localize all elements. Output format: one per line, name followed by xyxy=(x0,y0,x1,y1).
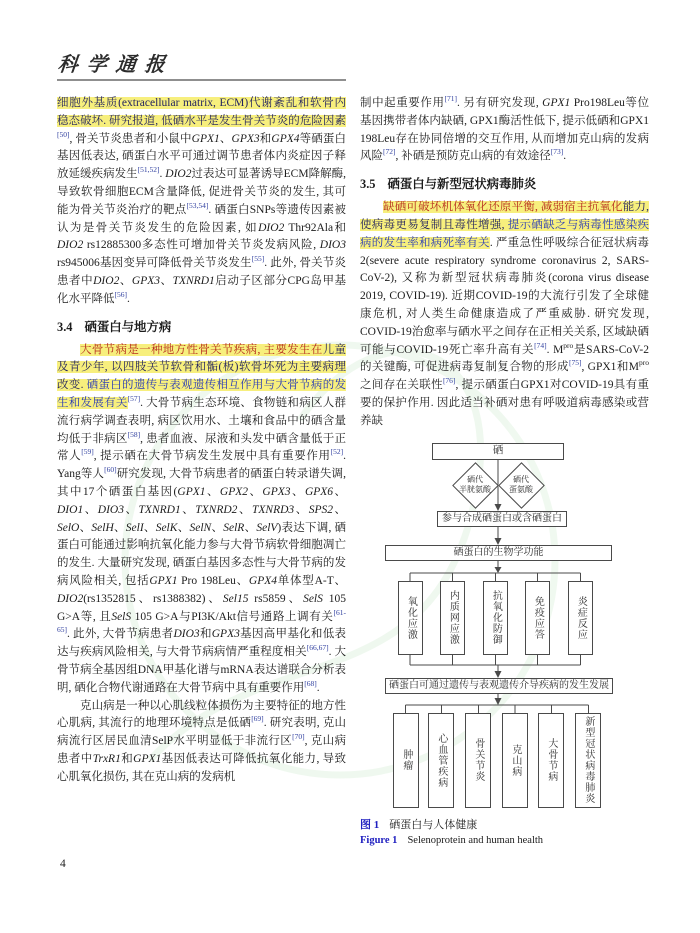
section-heading-3-4 xyxy=(57,319,346,335)
node-mediate: 硒蛋白可通过遗传与表观遗传介导疾病的发生发展 xyxy=(385,678,613,694)
paragraph-osteoarthritis: 细胞外基质(extracellular matrix, ECM)代谢紊乱和软骨内稳态破坏. 研究报道, 低硒水平是发生骨关节炎的危险因素[50], 骨关节炎患者和小鼠中GPX1、GPX3和GPX4等硒蛋白基因低表达, 硒蛋白水平可通过调节患者体内炎症因子释放延缓疾病发生[51,52]. DIO2过表达可显著诱导ECM降解酶, 导致软骨细胞ECM含量降低, 促进骨关节炎的发生, 其可能为骨关节炎治疗的靶点[53,54]. 硒蛋白SNPs等遗传因素被认为是骨关节炎发生的危险因素, 如DIO2 Thr92Ala和DIO2 rs12885300多态性可增加骨关节炎发病风险, DIO3 rs945006基因变异可降低骨关节炎发生[55]. 此外, 骨关节炎患者中DIO2、GPX3、TXNRD1启动子区部分CPG岛甲基化水平降低[56]. xyxy=(57,97,347,305)
node-selenocysteine: 硒代 半胱氨酸 xyxy=(452,462,498,508)
paragraph-covid: 缺硒可破坏机体氧化还原平衡, 减弱宿主抗氧化能力, 使病毒更易复制且毒性增强, 提示硒缺乏与病毒性感染疾病的发生率和病死率有关. 严重急性呼吸综合征冠状病毒2(severe acute respiratory syndrome coronavirus 2, SARS-CoV-2), 又称为新型冠状病毒肺炎(corona virus disease 2019, COVID-19). 近期COVID-19的大流行引发了全球健康危机, 对人类生命健康造成了严重威胁. 研究发现, COVID-19治愈率与硒水平之间存在正相关关系, 区域缺硒可能与COVID-19死亡率升高有关[74]. $M^{pro}$是SARS-CoV-2的关键酶, 可促进病毒复制复合物的形成[75], GPX1和$M^{pro}$之间存在关联性[76], 提示硒蛋白GPX1对COVID-19具有重要的保护作用. 因此适当补硒对患有呼吸道病毒感染或营养缺 xyxy=(360,201,650,427)
paragraph-keshan-continued: 制中起重要作用[71]. 另有研究发现, GPX1 Pro198Leu等位基因携带者体内缺硒, GPX1酶活性低下, 提示低硒和GPX1 198Leu存在协同倍增的交互作用, 从而增加克山病的发病风险[72], 补硒是预防克山病的有效途径[73]. xyxy=(360,94,649,163)
node-disease-cardiovascular: 心血管疾病 xyxy=(428,713,454,808)
section-number: 3.5 xyxy=(360,177,376,192)
node-disease-kashin-beck: 大骨节病 xyxy=(538,713,564,808)
node-disease-osteoarthritis: 骨关节炎 xyxy=(465,713,491,808)
node-disease-keshan: 克山病 xyxy=(502,713,528,808)
node-disease-covid: 新型冠状病毒肺炎 xyxy=(575,713,601,808)
journal-logo: 科学通报 xyxy=(56,52,176,76)
figure-label-en: Figure 1 xyxy=(360,834,398,846)
header-rule xyxy=(57,79,346,81)
left-column xyxy=(57,95,346,786)
figure-title-en: Selenoprotein and human health xyxy=(407,834,544,846)
figure-title-zh: 硒蛋白与人体健康 xyxy=(389,818,478,831)
node-biofunction: 硒蛋白的生物学功能 xyxy=(385,545,612,561)
node-synthesis: 参与合成硒蛋白或含硒蛋白 xyxy=(437,511,567,527)
node-function-inflammation: 炎症反应 xyxy=(568,581,593,655)
paragraph-keshan: 克山病是一种以心肌线粒体损伤为主要特征的地方性心肌病, 其流行的地理环境特点是低硒[69]. 研究表明, 克山病流行区居民血清SelP水平明显低于非流行区[70], 克山病患者中TrxR1和GPX1基因低表达可降低抗氧化能力, 导致心肌氧化损伤, 其在克山病的发病机 xyxy=(57,699,347,783)
node-disease-tumor: 肿瘤 xyxy=(393,713,419,808)
figure-caption xyxy=(360,818,649,848)
section-title: 硒蛋白与新型冠状病毒肺炎 xyxy=(387,177,537,192)
paragraph-kashin-beck: 大骨节病是一种地方性骨关节疾病, 主要发生在儿童及青少年, 以四肢关节软骨和骺(板)软骨坏死为主要病理改变. 硒蛋白的遗传与表观遗传相互作用与大骨节病的发生和发展有关[57]. 大骨节病生态环境、食物链和病区人群流行病学调查表明, 病区饮用水、土壤和食品中的硒含量均低于非病区[58], 患者血液、尿液和头发中硒含量低于正常人[59], 提示硒在大骨节病发生发展中具有重要作用[52]. Yang等人[60]研究发现, 大骨节病患者的硒蛋白转录谱失调, 其中17个硒蛋白基因(GPX1、GPX2、GPX3、GPX6、DIO1、DIO3、TXNRD1、TXNRD2、TXNRD3、SPS2、SelO、SelH、SelI、SelK、SelN、SelR、SelV)表达下调, 硒蛋白可能通过影响抗氧化能力参与大骨节病软骨细胞凋亡的发生. 大量研究发现, 硒蛋白基因多态性与大骨节病的发病风险相关, 包括GPX1 Pro 198Leu、GPX4单体型A-T、DIO2(rs1352815、rs1388382)、Sel15 rs5859、SelS 105 G>A等, 且SelS 105 G>A与PI3K/Akt信号通路上调有关[61-65]. 此外, 大骨节病患者DIO3和GPX3基因高甲基化和低表达与疾病风险相关, 与大骨节病病情严重程度相关[66,67]. 大骨节病全基因组DNA甲基化谱与mRNA表达谱联合分析表明, 硒化合物代谢通路在大骨节病中具有重要作用[68]. xyxy=(57,343,347,694)
section-title: 硒蛋白与地方病 xyxy=(84,319,172,334)
node-selenomethionine: 硒代 蛋氨酸 xyxy=(498,462,544,508)
node-function-antioxidant-defense: 抗氧化防御 xyxy=(483,581,508,655)
node-function-er-stress: 内质网应激 xyxy=(440,581,465,655)
figure-label-zh: 图 1 xyxy=(360,818,380,831)
node-function-immune-response: 免疫应答 xyxy=(525,581,550,655)
section-number: 3.4 xyxy=(57,319,73,334)
node-function-oxidative-stress: 氧化应激 xyxy=(398,581,423,655)
node-selenium: 硒 xyxy=(432,443,564,460)
figure-1-flowchart xyxy=(360,443,649,811)
page-number: 4 xyxy=(60,858,66,870)
right-column xyxy=(360,95,649,848)
section-heading-3-5 xyxy=(360,176,649,192)
